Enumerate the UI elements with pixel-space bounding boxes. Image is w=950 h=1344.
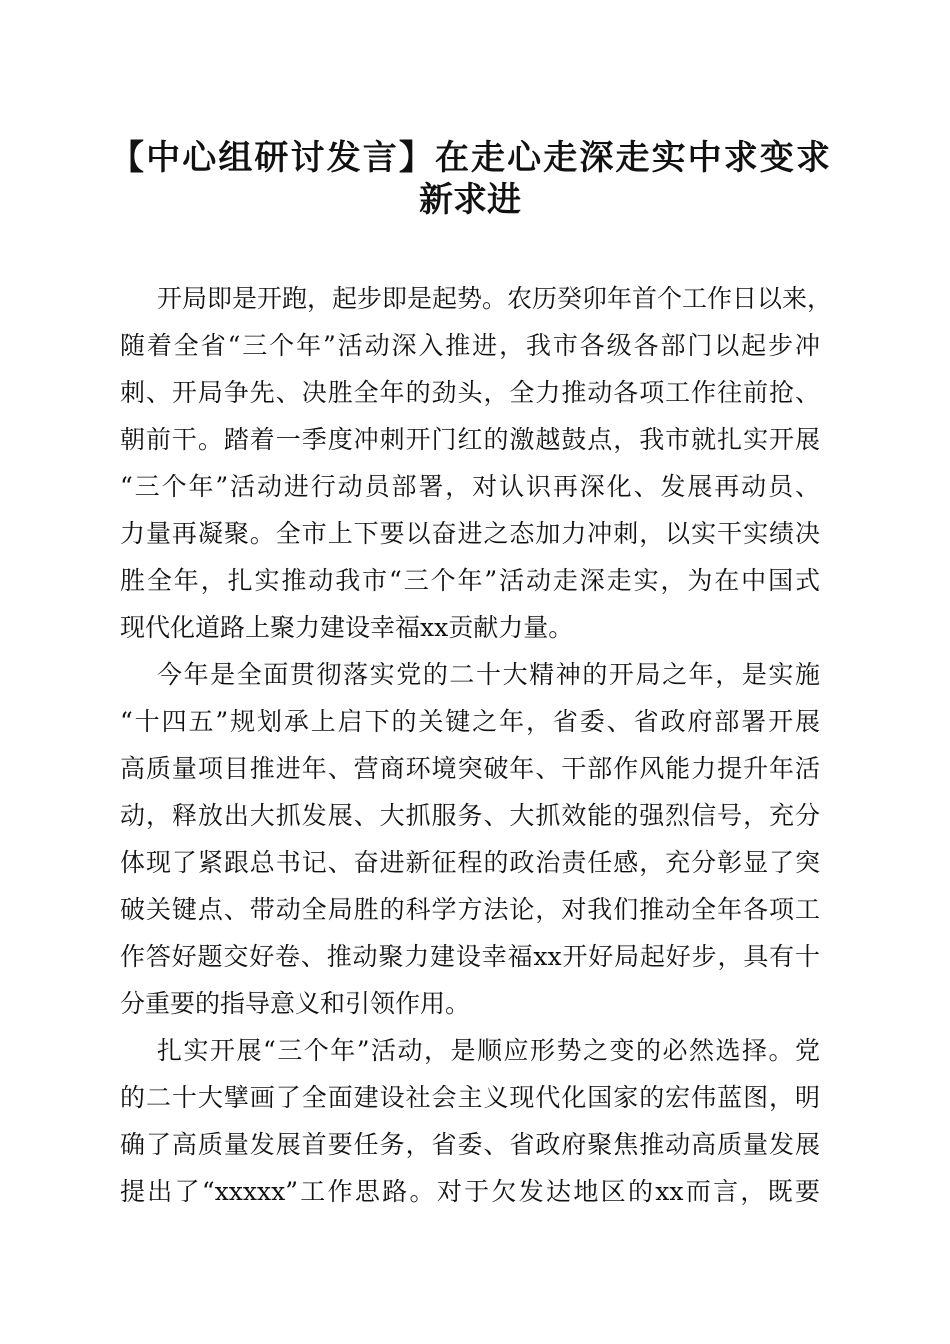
paragraph-line: 刺、开局争先、决胜全年的劲头，全力推动各项工作往前抢、 — [120, 378, 820, 407]
paragraph-line: 动，释放出大抓发展、大抓服务、大抓效能的强烈信号，充分 — [120, 801, 820, 830]
title-line-1: 【中心组研讨发言】在走心走深走实中求变求 — [110, 138, 830, 178]
paragraph-line: 力量再凝聚。全市上下要以奋进之态加力冲刺，以实干实绩决 — [120, 519, 820, 548]
paragraph-line: 确了高质量发展首要任务，省委、省政府聚焦推动高质量发展 — [120, 1130, 820, 1159]
paragraph-line: 的二十大擘画了全面建设社会主义现代化国家的宏伟蓝图，明 — [120, 1083, 820, 1112]
paragraph-line: “三个年”活动进行动员部署，对认识再深化、发展再动员、 — [120, 472, 820, 501]
paragraph-line: 扎实开展“三个年”活动，是顺应形势之变的必然选择。党 — [157, 1036, 820, 1065]
paragraph-line: 胜全年，扎实推动我市“三个年”活动走深走实，为在中国式 — [120, 566, 820, 595]
document-title — [110, 137, 830, 221]
paragraph-line: 破关键点、带动全局胜的科学方法论，对我们推动全年各项工 — [120, 895, 820, 924]
paragraph-line: “十四五”规划承上启下的关键之年，省委、省政府部署开展 — [120, 707, 820, 736]
paragraph-line: 分重要的指导意义和引领作用。 — [120, 989, 471, 1018]
title-line-2: 新求进 — [419, 180, 521, 220]
paragraph — [120, 651, 820, 1027]
paragraph-line: 提出了“xxxxx”工作思路。对于欠发达地区的xx而言，既要 — [120, 1177, 820, 1206]
paragraph-line: 开局即是开跑，起步即是起势。农历癸卯年首个工作日以来， — [157, 284, 833, 313]
paragraph-line: 今年是全面贯彻落实党的二十大精神的开局之年，是实施 — [157, 660, 820, 689]
paragraph-line: 现代化道路上聚力建设幸福xx贡献力量。 — [120, 613, 574, 642]
document-body — [120, 275, 833, 1215]
paragraph-line: 作答好题交好卷、推动聚力建设幸福xx开好局起好步，具有十 — [120, 942, 820, 971]
paragraph-line: 朝前干。踏着一季度冲刺开门红的激越鼓点，我市就扎实开展 — [120, 425, 820, 454]
paragraph-line: 体现了紧跟总书记、奋进新征程的政治责任感，充分彰显了突 — [120, 848, 820, 877]
paragraph — [120, 1027, 820, 1215]
paragraph — [120, 275, 833, 651]
paragraph-line: 随着全省“三个年”活动深入推进，我市各级各部门以起步冲 — [120, 331, 820, 360]
paragraph-line: 高质量项目推进年、营商环境突破年、干部作风能力提升年活 — [120, 754, 820, 783]
